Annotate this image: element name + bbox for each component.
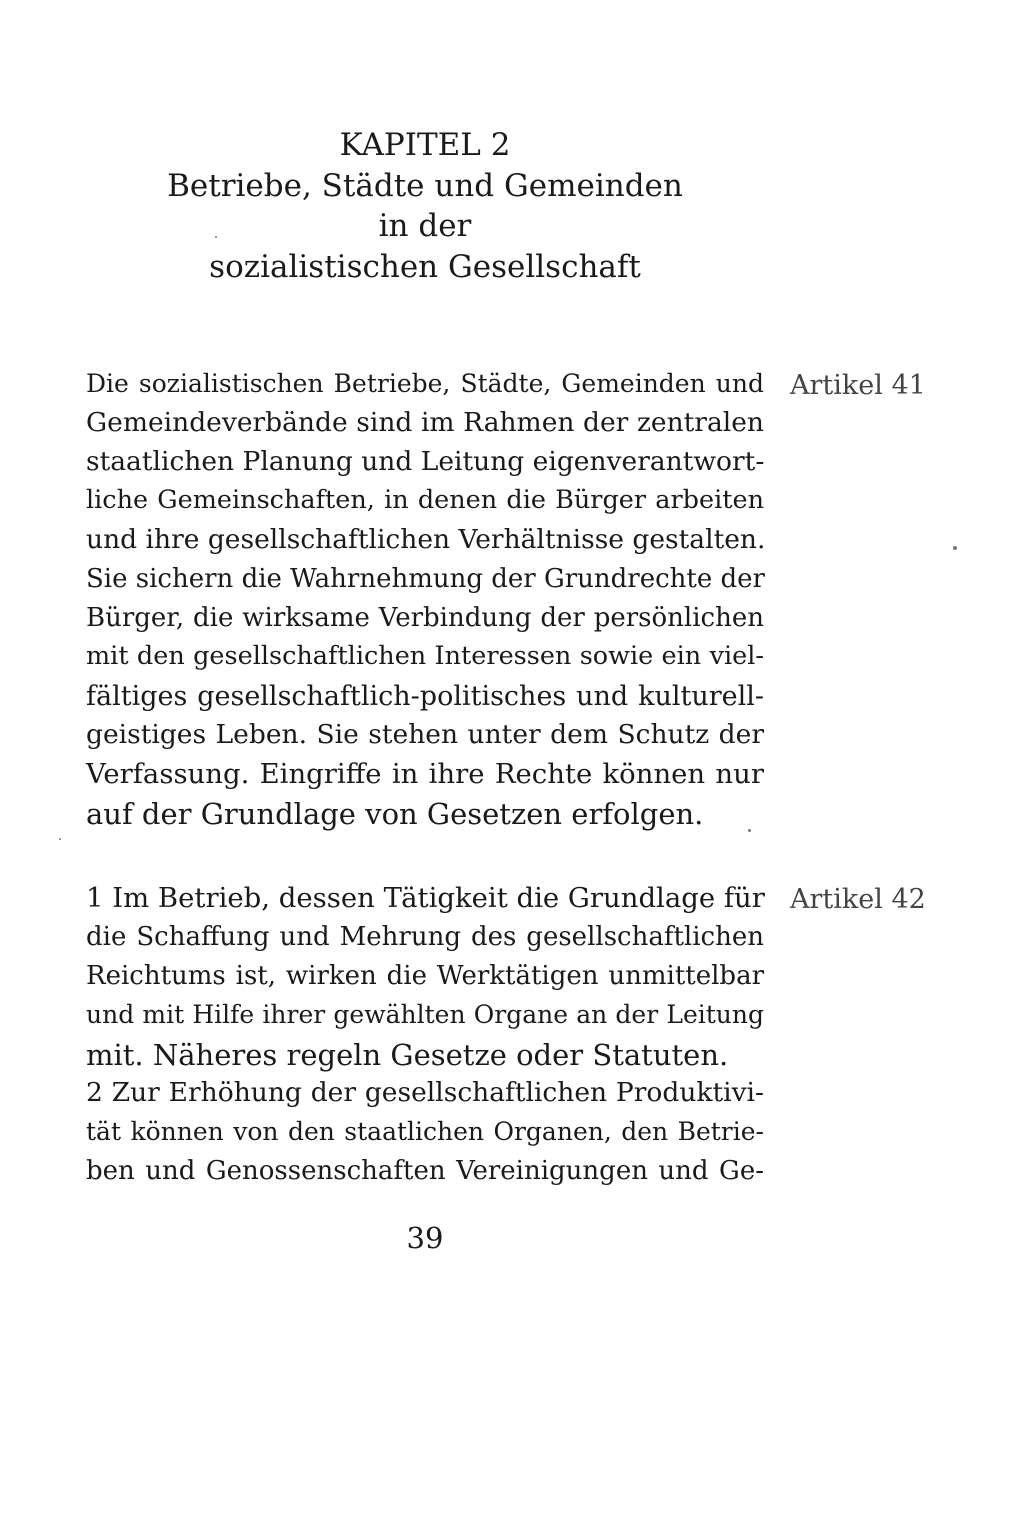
article-41-label: Artikel 41 <box>790 370 926 401</box>
scan-speck <box>748 829 751 832</box>
chapter-title-line: sozialistischen Gesellschaft <box>209 249 641 285</box>
scan-speck <box>59 838 61 840</box>
scan-speck <box>215 236 217 238</box>
article-42-label: Artikel 42 <box>790 884 926 915</box>
article-42-line: Reichtums ist, wirken die Werktätigen unmittelbar <box>86 961 764 991</box>
chapter-title-line: in der <box>378 208 472 244</box>
article-41-line: und ihre gesellschaftlichen Verhältnisse gestalten. <box>86 524 766 555</box>
article-42-line: mit. Näheres regeln Gesetze oder Statuten. <box>86 1038 729 1072</box>
chapter-title-line: Betriebe, Städte und Gemeinden <box>167 168 683 204</box>
article-41-line: auf der Grundlage von Gesetzen erfolgen. <box>86 797 704 831</box>
article-41-line: Gemeindeverbände sind im Rahmen der zentralen <box>86 407 764 438</box>
page-number: 39 <box>406 1221 444 1255</box>
scan-speck <box>953 546 957 550</box>
article-41-line: liche Gemeinschaften, in denen die Bürger arbeiten <box>86 485 764 515</box>
chapter-label: KAPITEL 2 <box>339 127 511 163</box>
article-42-line: tät können von den staatlichen Organen, den Betrie- <box>86 1117 764 1146</box>
article-41-line: Verfassung. Eingriffe in ihre Rechte können nur <box>86 758 764 790</box>
article-41-line: mit den gesellschaftlichen Interessen sowie ein viel- <box>86 641 764 671</box>
article-41-line: Bürger, die wirksame Verbindung der persönlichen <box>86 603 764 633</box>
article-41-line: fältiges gesellschaftlich-politisches und kulturell- <box>86 681 764 712</box>
article-42-line: 2 Zur Erhöhung der gesellschaftlichen Produktivi- <box>86 1077 764 1108</box>
article-41-line: Sie sichern die Wahrnehmung der Grundrechte der <box>86 564 765 594</box>
article-41-line: Die sozialistischen Betriebe, Städte, Gemeinden und <box>86 369 764 398</box>
article-42-line: und mit Hilfe ihrer gewählten Organe an der Leitung <box>86 1000 764 1029</box>
article-42-line: ben und Genossenschaften Vereinigungen und Ge- <box>86 1156 764 1186</box>
article-41-line: geistiges Leben. Sie stehen unter dem Schutz der <box>86 719 764 750</box>
article-42-line: 1 Im Betrieb, dessen Tätigkeit die Grundlage für <box>86 882 765 914</box>
article-41-line: staatlichen Planung und Leitung eigenverantwort- <box>86 446 765 477</box>
article-42-line: die Schaffung und Mehrung des gesellschaftlichen <box>86 922 764 952</box>
